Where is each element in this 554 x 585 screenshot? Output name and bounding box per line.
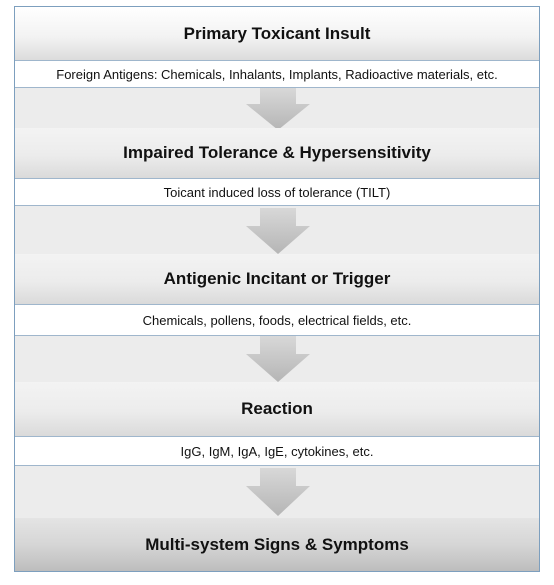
stage-4-detail-text: IgG, IgM, IgA, IgE, cytokines, etc. bbox=[180, 443, 374, 459]
stage-4-detail bbox=[15, 436, 539, 466]
stage-4-title bbox=[15, 382, 539, 436]
stage-2-detail bbox=[15, 178, 539, 206]
stage-3-title-text: Antigenic Incitant or Trigger bbox=[163, 269, 391, 288]
stage-1-title-text: Primary Toxicant Insult bbox=[183, 23, 371, 43]
flow-arrow-2-icon bbox=[244, 208, 312, 254]
stage-2-detail-text: Toicant induced loss of tolerance (TILT) bbox=[163, 184, 391, 200]
stage-3-title bbox=[15, 254, 539, 304]
stage-3-detail-text: Chemicals, pollens, foods, electrical fields, etc. bbox=[142, 312, 412, 328]
stage-5-title bbox=[15, 518, 539, 571]
stage-3-detail bbox=[15, 304, 539, 336]
stage-1-title bbox=[15, 7, 539, 60]
stage-1-detail-text: Foreign Antigens: Chemicals, Inhalants, Implants, Radioactive materials, etc. bbox=[56, 66, 498, 82]
flow-arrow-3-icon bbox=[244, 336, 312, 382]
stage-1-detail bbox=[15, 60, 539, 88]
stage-5-title-text: Multi-system Signs & Symptoms bbox=[145, 534, 409, 554]
flow-arrow-4-icon bbox=[244, 468, 312, 516]
stage-2-title bbox=[15, 128, 539, 178]
stage-4-title-text: Reaction bbox=[241, 399, 313, 418]
stage-2-title-text: Impaired Tolerance & Hypersensitivity bbox=[123, 143, 431, 162]
flow-arrow-1-icon bbox=[244, 88, 312, 130]
